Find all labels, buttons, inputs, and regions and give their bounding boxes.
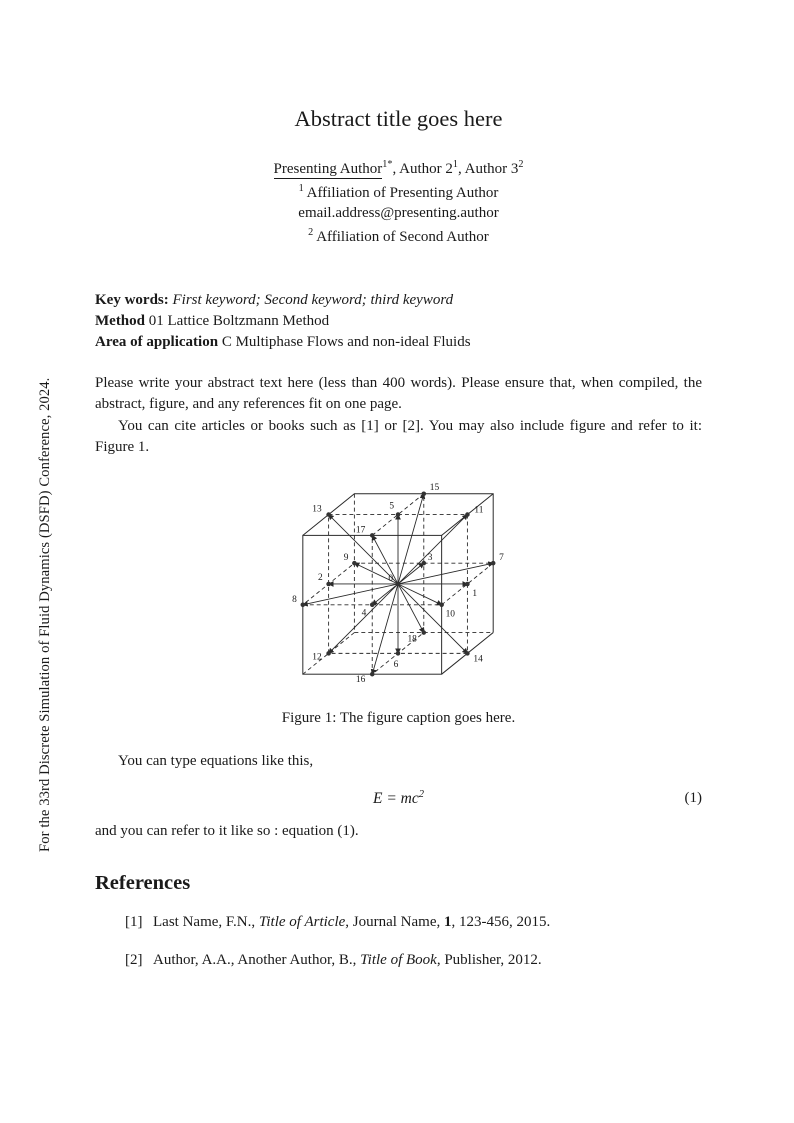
node-label: 3 <box>427 553 432 564</box>
affiliation-1-text: Affiliation of Presenting Author <box>303 185 499 202</box>
node-label: 0 <box>387 574 393 585</box>
figure-caption: Figure 1: The figure caption goes here. <box>281 710 516 727</box>
affiliation-2 <box>95 223 702 247</box>
authors-line <box>95 155 702 179</box>
affiliation-2-sup: 2 <box>308 227 314 239</box>
abstract-paragraph-1: Please write your abstract text here (less than 400 words). Please ensure that, when compiled, the abstract, figure, and any references fit on one page. <box>95 374 702 413</box>
keywords-line <box>95 290 702 311</box>
node-label: 11 <box>473 506 483 517</box>
method-label: Method <box>95 313 145 330</box>
reference-publisher: , Publisher, 2012. <box>436 952 542 969</box>
content-column <box>95 0 702 971</box>
affiliation-1 <box>95 179 702 203</box>
conference-margin-note: For the 33rd Discrete Simulation of Fluid Dynamics (DSFD) Conference, 2024. <box>37 377 53 852</box>
reference-item <box>95 950 702 971</box>
equation-lhs: E = mc <box>372 790 419 808</box>
reference-authors: Last Name, F.N., <box>153 914 259 931</box>
references-heading: References <box>95 872 191 895</box>
node-label: 5 <box>388 502 394 513</box>
node-label: 17 <box>355 525 365 536</box>
equation-exponent: 2 <box>418 788 425 800</box>
keywords-label: Key words: <box>95 291 169 308</box>
reference-text <box>153 912 550 933</box>
author-separator: , <box>392 161 400 177</box>
equation-1 <box>95 789 702 808</box>
node-label: 7 <box>498 553 504 564</box>
reference-title: Title of Article <box>258 914 346 931</box>
equation-ref-paragraph: and you can refer to it like so : equation (1). <box>95 823 359 840</box>
author-separator: , <box>457 161 465 177</box>
node-label: 8 <box>291 595 297 606</box>
reference-text <box>153 950 542 971</box>
node-label: 18 <box>406 634 417 645</box>
d3q19-lattice-diagram <box>275 464 523 697</box>
author-3-sup: 2 <box>518 159 524 170</box>
reference-volume: 1 <box>444 914 452 931</box>
reference-item <box>95 912 702 933</box>
abstract-paragraph-2: You can cite articles or books such as [1] or [2]. You may also include figure and refer to it: Figure 1. <box>95 417 702 456</box>
equation-number: (1) <box>684 789 702 806</box>
reference-title: Title of Book <box>360 952 437 969</box>
reference-pages: , 123-456, 2015. <box>451 914 551 931</box>
paper-title: Abstract title goes here <box>294 106 503 131</box>
node-label: 16 <box>355 675 365 686</box>
keywords-value: First keyword; Second keyword; third keyword <box>172 291 454 308</box>
node-label: 9 <box>343 553 348 564</box>
method-line <box>95 311 702 332</box>
method-value: 01 Lattice Boltzmann Method <box>148 313 330 330</box>
author-2-sup: 1 <box>452 159 458 170</box>
author-3: Author 3 <box>464 161 519 177</box>
area-value: C Multiphase Flows and non-ideal Fluids <box>221 334 471 351</box>
reference-journal: , Journal Name, <box>345 914 444 931</box>
node-label: 15 <box>429 483 439 494</box>
area-line <box>95 332 702 353</box>
node-label: 2 <box>317 573 323 584</box>
presenting-author: Presenting Author <box>273 161 383 177</box>
node-label: 4 <box>361 609 366 620</box>
meta-block <box>95 290 702 354</box>
author-2: Author 2 <box>399 161 453 177</box>
figure-1 <box>95 464 702 702</box>
affiliation-1-sup: 1 <box>298 183 304 195</box>
equation-body <box>373 790 424 807</box>
node-label: 1 <box>471 589 477 600</box>
equation-intro-paragraph: You can type equations like this, <box>118 753 314 770</box>
node-label: 12 <box>311 652 322 663</box>
reference-number: [2] <box>125 952 143 969</box>
email-line: email.address@presenting.author <box>298 204 499 221</box>
reference-authors: Author, A.A., Another Author, B., <box>153 952 361 969</box>
node-label: 13 <box>311 505 322 516</box>
presenting-author-sup: 1* <box>382 159 393 170</box>
reference-number: [1] <box>125 914 143 931</box>
node-label: 10 <box>445 610 455 621</box>
affiliation-2-text: Affiliation of Second Author <box>313 229 489 246</box>
node-label: 14 <box>472 654 483 665</box>
area-label: Area of application <box>95 334 219 351</box>
node-label: 6 <box>393 660 398 671</box>
